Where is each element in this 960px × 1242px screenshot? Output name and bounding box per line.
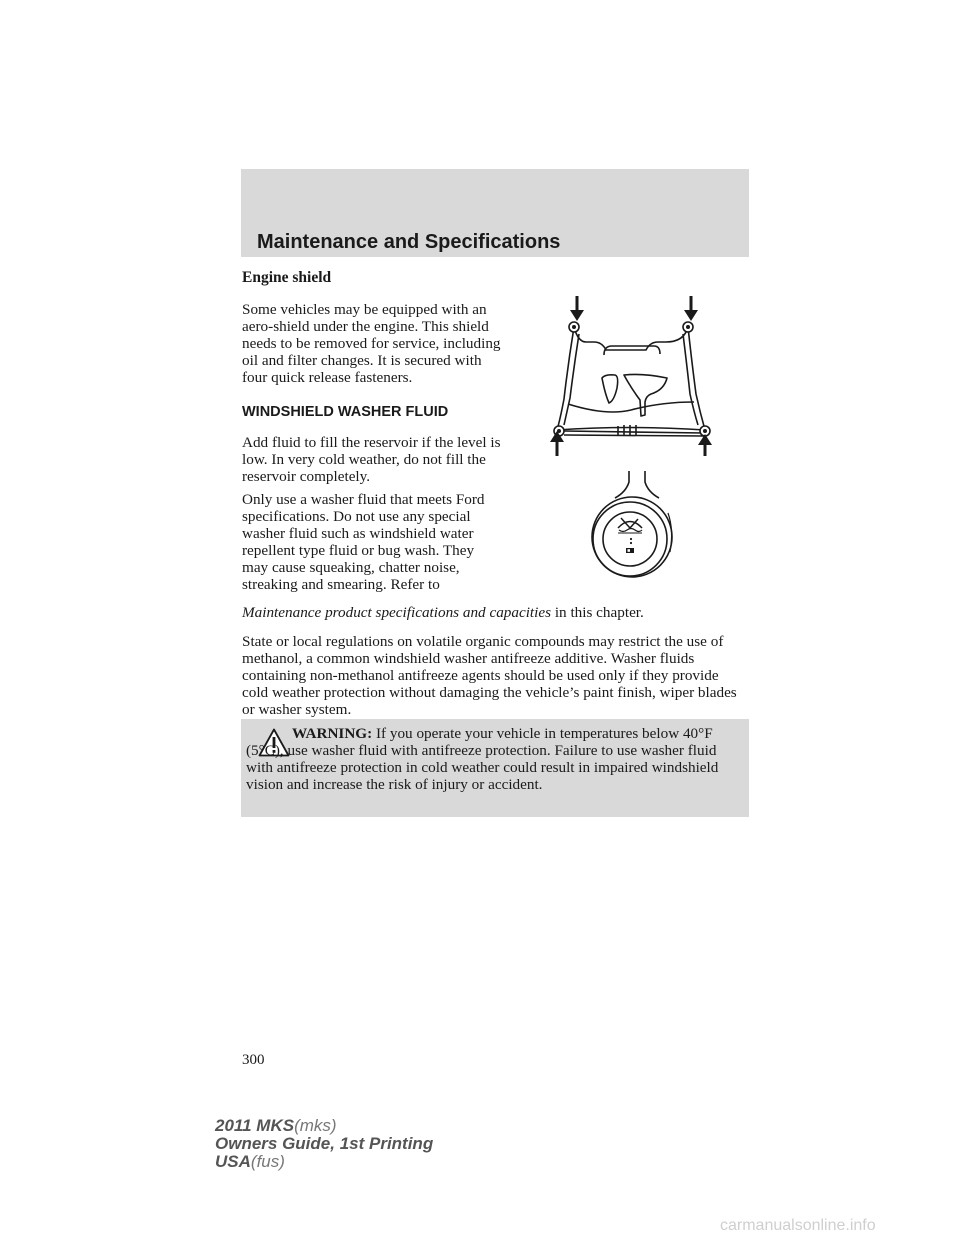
footer-market: USA xyxy=(215,1152,251,1171)
watermark: carmanualsonline.info xyxy=(720,1217,876,1234)
warning-text: If you operate your vehicle in temperatures below 40°F (5°C), use washer fluid with antifreeze protection. Failure to use washer fluid with antifreeze protection in cold weather could result in impaired windshield vision and increase the risk of injury or accident. xyxy=(246,725,719,793)
footer-edition: Owners Guide, 1st Printing xyxy=(215,1134,434,1153)
engine-shield-body: Some vehicles may be equipped with an aero-shield under the engine. This shield needs to be removed for service, including oil and filter changes. It is secured with four quick release fasteners. xyxy=(242,301,501,386)
washer-fluid-para1: Add fluid to fill the reservoir if the level is low. In very cold weather, do not fill the reservoir completely. xyxy=(242,434,501,485)
engine-shield-heading: Engine shield xyxy=(242,269,332,286)
washer-fluid-heading: WINDSHIELD WASHER FLUID xyxy=(242,404,449,420)
warning-box xyxy=(241,719,749,817)
footer-model: 2011 MKS xyxy=(215,1116,295,1135)
washer-fluid-para2: Only use a washer fluid that meets Ford specifications. Do not use any special washer fluid such as windshield water repellent type fluid or bug wash. They may cause squeaking, chatter noise, streaking and smearing. Refer to xyxy=(242,491,485,593)
warning-label: WARNING: xyxy=(292,725,373,742)
footer-market-code: (fus) xyxy=(250,1152,285,1171)
footer-model-code: (mks) xyxy=(294,1116,337,1135)
washer-fluid-para3: State or local regulations on volatile organic compounds may restrict the use of methanol, a common windshield washer antifreeze additive. Washer fluids containing non-methanol antifreeze agents should be used only if they provide cold weather protection without damaging the vehicle’s paint finish, wiper blades or washer system. xyxy=(242,633,737,718)
spec-reference-link: Maintenance product specifications and capacities xyxy=(242,604,552,621)
section-header-band xyxy=(241,169,749,257)
page-number: 300 xyxy=(242,1052,265,1068)
reference-tail: in this chapter. xyxy=(554,604,644,621)
print-footer xyxy=(215,1117,433,1171)
washer-reservoir-cap-diagram xyxy=(590,470,676,584)
section-title: Maintenance and Specifications xyxy=(257,231,561,253)
engine-shield-diagram xyxy=(546,294,726,458)
